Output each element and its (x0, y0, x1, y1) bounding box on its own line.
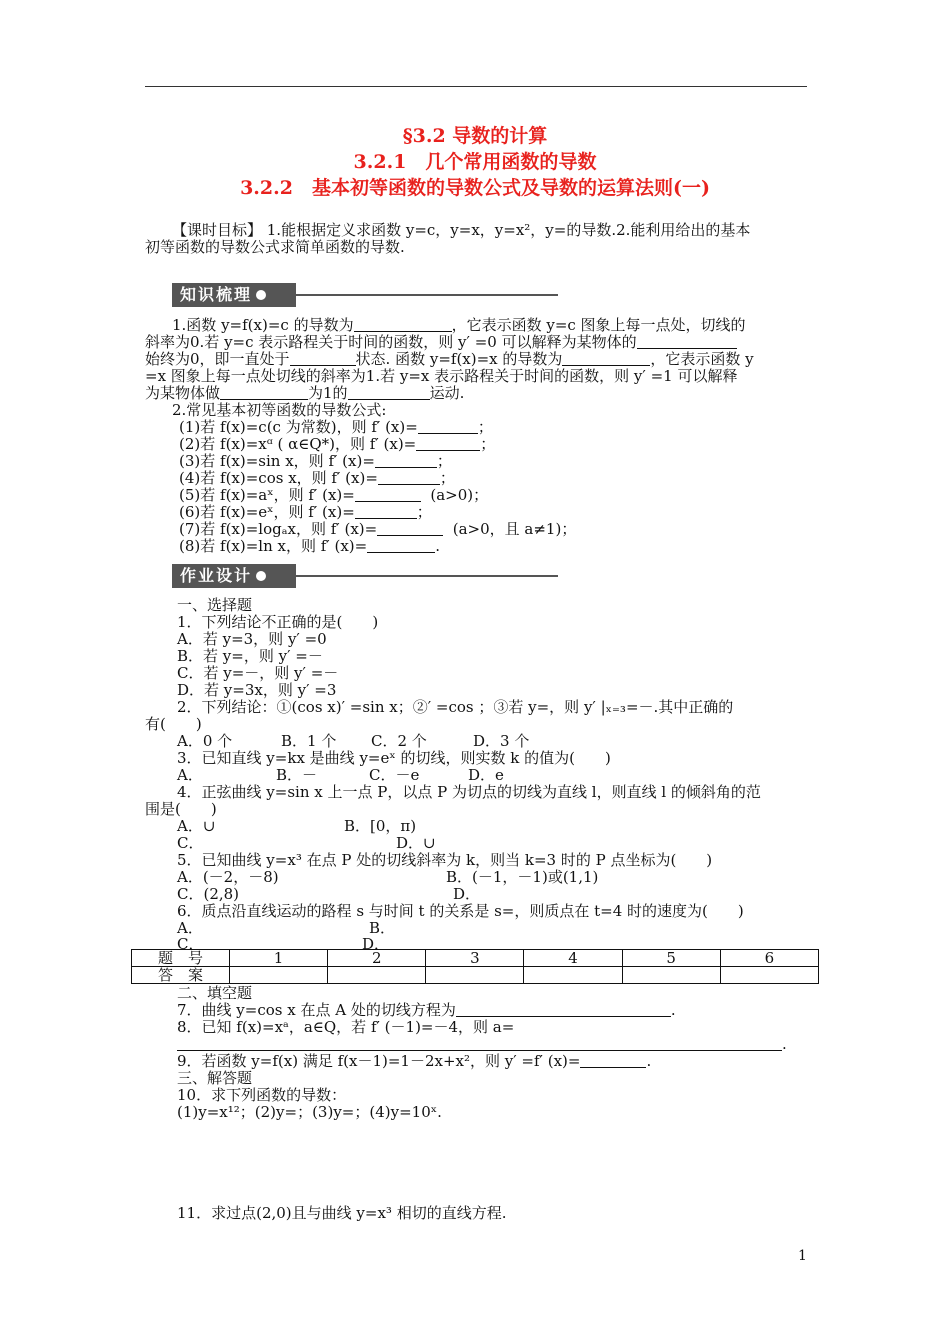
text: (a>0)； (430, 486, 489, 504)
q1-stem: 1．下列结论不正确的是( ) (177, 613, 379, 631)
q4-option-b: B．[0，π) (344, 817, 417, 835)
q4-option-a: A．∪ (177, 817, 216, 835)
table-header-cell: 答 案 (132, 967, 230, 984)
formula-7 (179, 521, 576, 538)
subtitle-2: 3.2.2 基本初等函数的导数公式及导数的运算法则(一) (240, 177, 710, 199)
q8-blank-line (177, 1036, 787, 1053)
q6-option-b: B． (369, 919, 396, 937)
q1-option-b: B．若 y=，则 y′ =－ (177, 647, 323, 665)
text: 7．曲线 y=cos x 在点 A 处的切线方程为 (177, 1001, 456, 1019)
knowledge-p1-line3 (145, 351, 754, 368)
q5-stem: 5．已知曲线 y=x³ 在点 P 处的切线斜率为 k，则当 k=3 时的 P 点坐标为( ) (177, 851, 713, 869)
q3-stem: 3．已知直线 y=kx 是曲线 y=eˣ 的切线，则实数 k 的值为( ) (177, 749, 611, 767)
q5-option-a: A．(－2，－8) (177, 868, 279, 886)
text: ； (416, 503, 432, 521)
q2-option-b: B．1 个 (281, 732, 337, 750)
section-rule (296, 575, 558, 577)
answer-table (131, 949, 819, 984)
knowledge-p1-line1 (172, 317, 746, 334)
text: 为1的 (308, 384, 348, 402)
q6-option-d: D． (362, 935, 390, 953)
answer-cell[interactable] (720, 967, 818, 984)
q2-stem-2: 有( ) (145, 715, 202, 733)
answer-blank[interactable] (378, 471, 440, 485)
answer-blank[interactable] (377, 522, 443, 536)
text: 为某物体做 (145, 384, 221, 402)
answer-blank[interactable] (354, 318, 452, 332)
section-bar-homework (172, 564, 296, 588)
fill-heading: 二、填空题 (177, 984, 253, 1002)
header-rule (145, 86, 807, 87)
page-number: 1 (798, 1248, 807, 1264)
formula-4 (179, 470, 455, 487)
section-rule (296, 294, 558, 296)
text: 始终为0，即一直处于 (145, 350, 290, 368)
q3-option-d: D．e (468, 766, 504, 784)
solve-heading: 三、解答题 (177, 1069, 253, 1087)
table-cell: 4 (524, 950, 622, 967)
q10-items: (1)y=x¹²；(2)y=；(3)y=；(4)y=10ˣ. (177, 1103, 442, 1121)
q4-option-d: D．∪ (396, 834, 436, 852)
q6-option-c: C． (177, 935, 204, 953)
text: ； (436, 452, 452, 470)
text: 9．若函数 y=f(x) 满足 f(x－1)=1－2x+x²，则 y′ =f′ (x)= (177, 1052, 581, 1070)
formula-2 (179, 436, 495, 453)
q8-stem: 8．已知 f(x)=xᵃ，a∈Q，若 f′ (－1)=－4，则 a= (177, 1018, 515, 1036)
text: ，它表示函数 y (650, 350, 754, 368)
text: ； (480, 435, 496, 453)
q6-stem: 6．质点沿直线运动的路程 s 与时间 t 的关系是 s=，则质点在 t=4 时的速度为( ) (177, 902, 744, 920)
section-label: 作业设计 (180, 566, 253, 585)
section-title: §3.2 导数的计算 (402, 125, 548, 147)
text: (2)若 f(x)=xᵅ ( α∈Q*)，则 f′ (x)= (179, 435, 417, 453)
knowledge-p1-line2 (145, 334, 737, 351)
text: (8)若 f(x)=ln x，则 f′ (x)= (179, 537, 368, 555)
answer-blank[interactable] (418, 420, 478, 434)
answer-cell[interactable] (230, 967, 328, 984)
q3-option-a: A． (177, 766, 203, 784)
text: 状态. 函数 y=f(x)=x 的导数为 (355, 350, 563, 368)
q3-option-b: B．－ (276, 766, 318, 784)
table-header-cell: 题 号 (132, 950, 230, 967)
knowledge-p2: 2.常见基本初等函数的导数公式: (172, 401, 387, 419)
q6-option-a: A． (177, 919, 203, 937)
formula-1 (179, 419, 493, 436)
text: 斜率为0.若 y=c 表示路程关于时间的函数，则 y′ =0 可以解释为某物体的 (145, 333, 637, 351)
text: (5)若 f(x)=aˣ，则 f′ (x)= (179, 486, 355, 504)
text: (a>0，且 a≠1)； (452, 520, 577, 538)
answer-blank[interactable] (220, 386, 308, 400)
text: . (782, 1035, 787, 1053)
text: . (670, 1001, 676, 1019)
goals-line-2: 初等函数的导数公式求简单函数的导数. (145, 238, 405, 256)
answer-blank[interactable] (456, 1003, 671, 1017)
q5-option-b: B．(－1，－1)或(1,1) (446, 868, 599, 886)
answer-blank[interactable] (355, 488, 421, 502)
answer-cell[interactable] (524, 967, 622, 984)
text: (1)若 f(x)=c(c 为常数)，则 f′ (x)= (179, 418, 418, 436)
table-cell: 5 (622, 950, 720, 967)
table-cell: 3 (426, 950, 524, 967)
q5-option-c: C．(2,8) (177, 885, 240, 903)
formula-3 (179, 453, 452, 470)
answer-blank[interactable] (562, 352, 650, 366)
bullet-dot-icon (256, 571, 266, 581)
answer-blank[interactable] (637, 335, 737, 349)
text: . (646, 1052, 652, 1070)
text: ； (439, 469, 455, 487)
table-row (132, 950, 819, 967)
q1-option-d: D．若 y=3x，则 y′ =3 (177, 681, 337, 699)
q2-option-d: D．3 个 (473, 732, 530, 750)
q1-option-a: A．若 y=3，则 y′ =0 (177, 630, 327, 648)
q2-option-c: C．2 个 (371, 732, 427, 750)
text: ，它表示函数 y=c 图象上每一点处，切线的 (451, 316, 746, 334)
text: 1.函数 y=f(x)=c 的导数为 (172, 316, 354, 334)
answer-blank[interactable] (348, 386, 430, 400)
answer-cell[interactable] (426, 967, 524, 984)
bullet-dot-icon (256, 290, 266, 300)
q4-stem: 4．正弦曲线 y=sin x 上一点 P，以点 P 为切点的切线为直线 l，则直线 l 的倾斜角的范 (177, 783, 761, 801)
answer-blank[interactable] (367, 539, 435, 553)
q11-stem: 11．求过点(2,0)且与曲线 y=x³ 相切的直线方程. (177, 1204, 507, 1222)
q10-stem: 10．求下列函数的导数： (177, 1086, 347, 1104)
text: ； (477, 418, 493, 436)
knowledge-p1-line4: =x 图象上每一点处切线的斜率为1.若 y=x 表示路程关于时间的函数，则 y′ =1 可以解释 (145, 367, 738, 385)
q5-option-d: D． (453, 885, 481, 903)
subtitle-1: 3.2.1 几个常用函数的导数 (353, 151, 597, 173)
table-cell: 2 (328, 950, 426, 967)
q9-stem (177, 1053, 651, 1070)
answer-blank[interactable] (290, 352, 356, 366)
text: (6)若 f(x)=eˣ，则 f′ (x)= (179, 503, 355, 521)
text: (4)若 f(x)=cos x，则 f′ (x)= (179, 469, 378, 487)
q1-option-c: C．若 y=－，则 y′ =－ (177, 664, 339, 682)
table-cell: 1 (230, 950, 328, 967)
text: (3)若 f(x)=sin x，则 f′ (x)= (179, 452, 375, 470)
choice-heading: 一、选择题 (177, 596, 253, 614)
answer-blank[interactable] (177, 1037, 782, 1051)
q4-option-c: C． (177, 834, 204, 852)
knowledge-p1-line5 (145, 385, 464, 402)
formula-6 (179, 504, 432, 521)
q4-stem-2: 围是( ) (145, 800, 217, 818)
formula-8 (179, 538, 440, 555)
text: 运动. (429, 384, 465, 402)
text: (7)若 f(x)=logₐx，则 f′ (x)= (179, 520, 378, 538)
answer-blank[interactable] (416, 437, 480, 451)
goals-line-1: 【课时目标】 1.能根据定义求函数 y=c，y=x，y=x²，y=的导数.2.能利用给出的基本 (172, 221, 751, 239)
q3-option-c: C．－e (369, 766, 420, 784)
table-row (132, 967, 819, 984)
answer-blank[interactable] (375, 454, 437, 468)
answer-blank[interactable] (355, 505, 417, 519)
q2-option-a: A．0 个 (177, 732, 233, 750)
answer-cell[interactable] (622, 967, 720, 984)
formula-5 (179, 487, 488, 504)
section-bar-knowledge (172, 283, 296, 307)
answer-blank[interactable] (580, 1054, 646, 1068)
q7-stem (177, 1002, 676, 1019)
q2-stem: 2．下列结论：①(cos x)′ =sin x；②′ =cos ；③若 y=，则 y′ |ₓ₌₃=－.其中正确的 (177, 698, 734, 716)
text: . (435, 537, 440, 555)
answer-cell[interactable] (328, 967, 426, 984)
table-cell: 6 (720, 950, 818, 967)
section-label: 知识梳理 (180, 285, 253, 304)
